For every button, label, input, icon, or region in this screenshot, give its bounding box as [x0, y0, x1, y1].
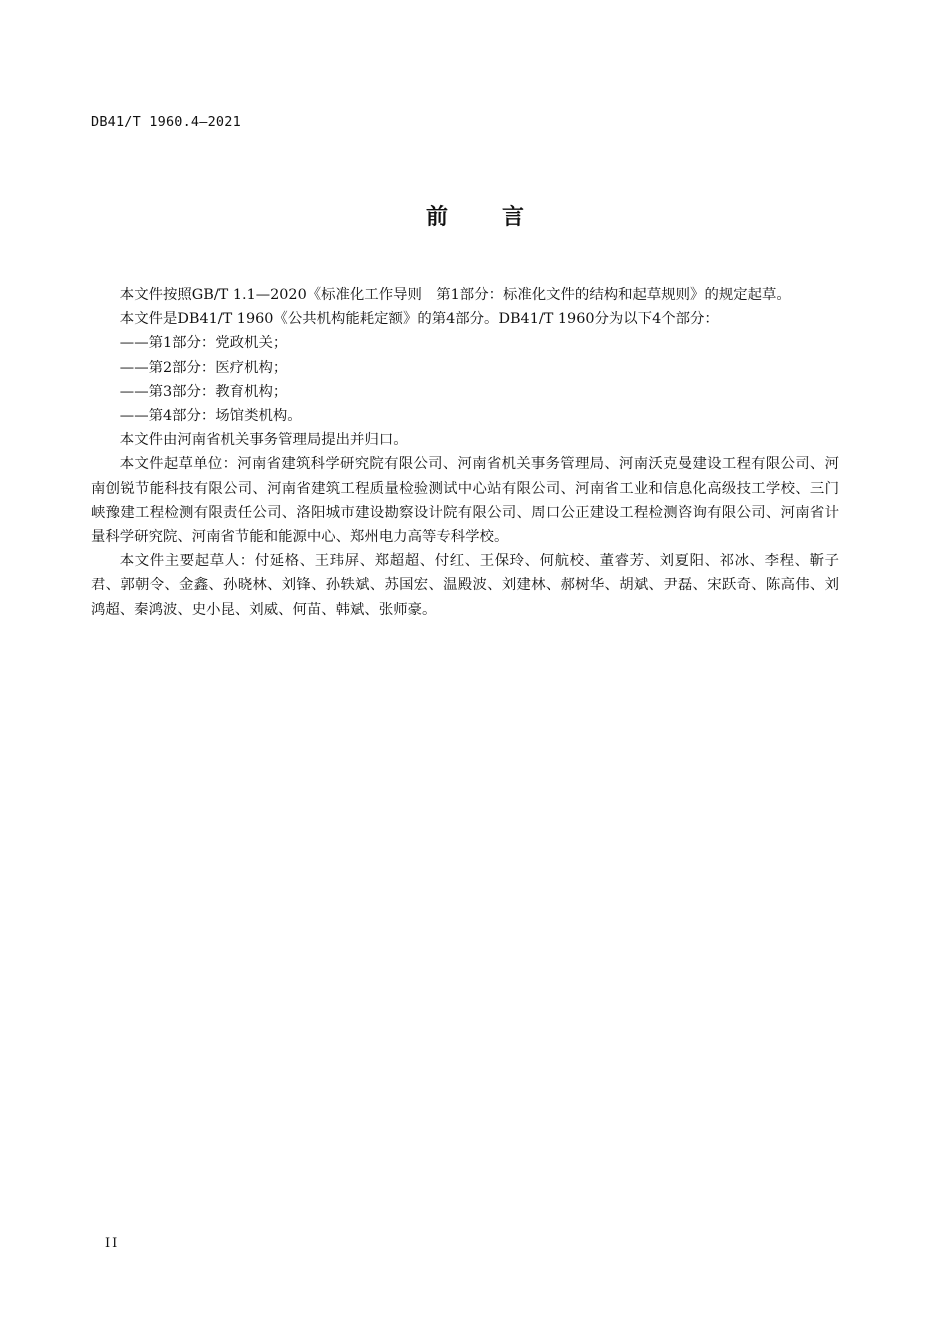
- paragraph-proposer: 本文件由河南省机关事务管理局提出并归口。: [119, 432, 408, 449]
- document-code: DB41/T 1960.4—2021: [91, 114, 241, 130]
- paragraph-drafting-units: 本文件起草单位：河南省建筑科学研究院有限公司、河南省机关事务管理局、河南沃克曼建设工程有限公司、河南创锐节能科技有限公司、河南省建筑工程质量检验测试中心站有限公司、河南省工业和信息化高级技工学校、三门峡豫建工程检测有限责任公司、洛阳城市建设勘察设计院有限公司、周口公正建设工程检测咨询有限公司、河南省计量科学研究院、河南省节能和能源中心、郑州电力高等专科学校。: [91, 456, 839, 546]
- preface-body: [91, 283, 839, 622]
- page-number: II: [105, 1236, 120, 1251]
- paragraph-drafting-rules: 本文件按照GB/T 1.1—2020《标准化工作导则 第1部分：标准化文件的结构和起草规则》的规定起草。: [119, 287, 791, 303]
- list-item-part-3: ——第3部分：教育机构；: [119, 383, 288, 400]
- list-item-part-2: ——第2部分：医疗机构；: [119, 359, 288, 376]
- paragraph-series-parts: 本文件是DB41/T 1960《公共机构能耗定额》的第4部分。DB41/T 1960分为以下4个部分：: [119, 311, 719, 328]
- list-item-part-4: ——第4部分：场馆类机构。: [119, 408, 302, 425]
- paragraph-drafters: 本文件主要起草人：付延格、王玮屏、郑超超、付红、王保玲、何航校、董睿芳、刘夏阳、祁冰、李程、靳子君、郭朝令、金鑫、孙晓林、刘锋、孙轶斌、苏国宏、温殿波、刘建林、郝树华、胡斌、尹磊、宋跃奇、陈高伟、刘鸿超、秦鸿波、史小昆、刘威、何苗、韩斌、张师豪。: [91, 553, 839, 618]
- list-item-part-1: ——第1部分：党政机关；: [119, 335, 288, 352]
- page-title: 前言: [425, 205, 578, 230]
